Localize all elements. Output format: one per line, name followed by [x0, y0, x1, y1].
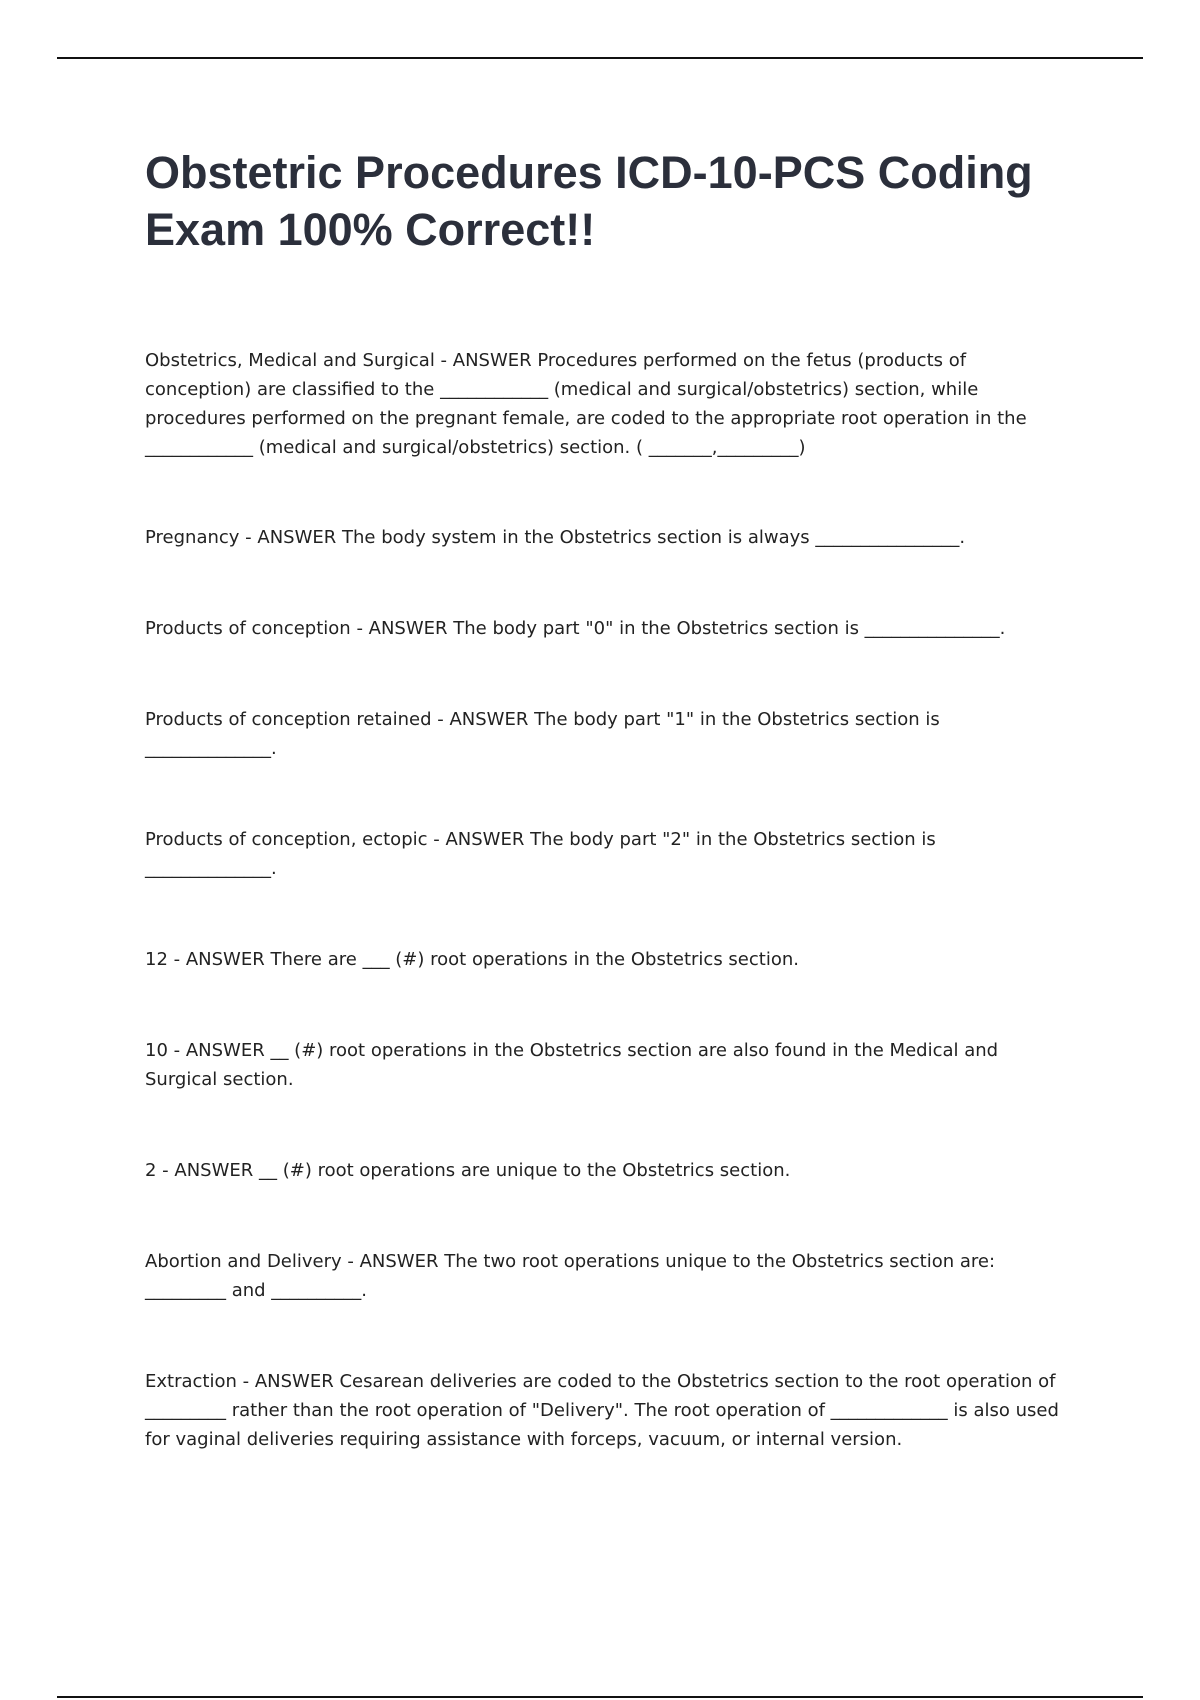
- answer-term: Obstetrics, Medical and Surgical: [145, 350, 435, 371]
- question-text: The two root operations unique to the Obstetrics section are: _________ and __________.: [145, 1251, 996, 1301]
- answer-separator: - ANSWER: [236, 1371, 340, 1392]
- answer-term: 10: [145, 1040, 168, 1061]
- question-text: There are ___ (#) root operations in the Obstetrics section.: [270, 949, 799, 970]
- qa-item: [145, 346, 1065, 462]
- qa-item: [145, 1036, 1065, 1094]
- bottom-rule: [57, 1696, 1143, 1698]
- answer-separator: - ANSWER: [427, 829, 531, 850]
- qa-item: [145, 1156, 1065, 1185]
- qa-item: [145, 1247, 1065, 1305]
- question-text: __ (#) root operations in the Obstetrics section are also found in the Medical and Surgical section.: [145, 1040, 999, 1090]
- answer-separator: - ANSWER: [239, 527, 342, 548]
- document-title: Obstetric Procedures ICD-10-PCS Coding Exam 100% Correct!!: [145, 147, 1033, 255]
- answer-term: Products of conception: [145, 618, 351, 639]
- answer-separator: - ANSWER: [434, 350, 538, 371]
- question-text: The body part "2" in the Obstetrics section is ______________.: [145, 829, 936, 879]
- qa-item: [145, 1367, 1065, 1454]
- question-text: The body system in the Obstetrics section is always ________________.: [342, 527, 966, 548]
- answer-separator: - ANSWER: [341, 1251, 445, 1272]
- answer-term: Extraction: [145, 1371, 237, 1392]
- qa-list: [145, 346, 1065, 1454]
- question-text: The body part "0" in the Obstetrics section is _______________.: [453, 618, 1006, 639]
- answer-separator: - ANSWER: [156, 1160, 259, 1181]
- answer-term: Abortion and Delivery: [145, 1251, 342, 1272]
- answer-term: 12: [145, 949, 168, 970]
- question-text: Procedures performed on the fetus (products of conception) are classified to the ____________ (medical and surgical/obstetrics) section, while procedures performed on the pregnant female, are coded to the appropriate root operation in the ____________ (medical and surgical/obstetrics) section. ( _______,_________): [145, 350, 1027, 458]
- answer-separator: - ANSWER: [431, 709, 535, 730]
- qa-item: [145, 614, 1065, 643]
- qa-item: [145, 523, 1065, 552]
- answer-separator: - ANSWER: [167, 1040, 271, 1061]
- qa-item: [145, 705, 1065, 763]
- answer-term: 2: [145, 1160, 157, 1181]
- top-rule: [57, 57, 1143, 59]
- question-text: The body part "1" in the Obstetrics section is ______________.: [145, 709, 940, 759]
- question-text: Cesarean deliveries are coded to the Obstetrics section to the root operation of _________ rather than the root operation of "Delivery". The root operation of _____________ is also used for vaginal deliveries requiring assistance with forceps, vacuum, or internal version.: [145, 1371, 1059, 1450]
- answer-term: Pregnancy: [145, 527, 240, 548]
- answer-separator: - ANSWER: [167, 949, 271, 970]
- qa-item: [145, 945, 1065, 974]
- answer-term: Products of conception retained: [145, 709, 432, 730]
- answer-term: Products of conception, ectopic: [145, 829, 428, 850]
- question-text: __ (#) root operations are unique to the Obstetrics section.: [259, 1160, 791, 1181]
- answer-separator: - ANSWER: [350, 618, 454, 639]
- qa-item: [145, 825, 1065, 883]
